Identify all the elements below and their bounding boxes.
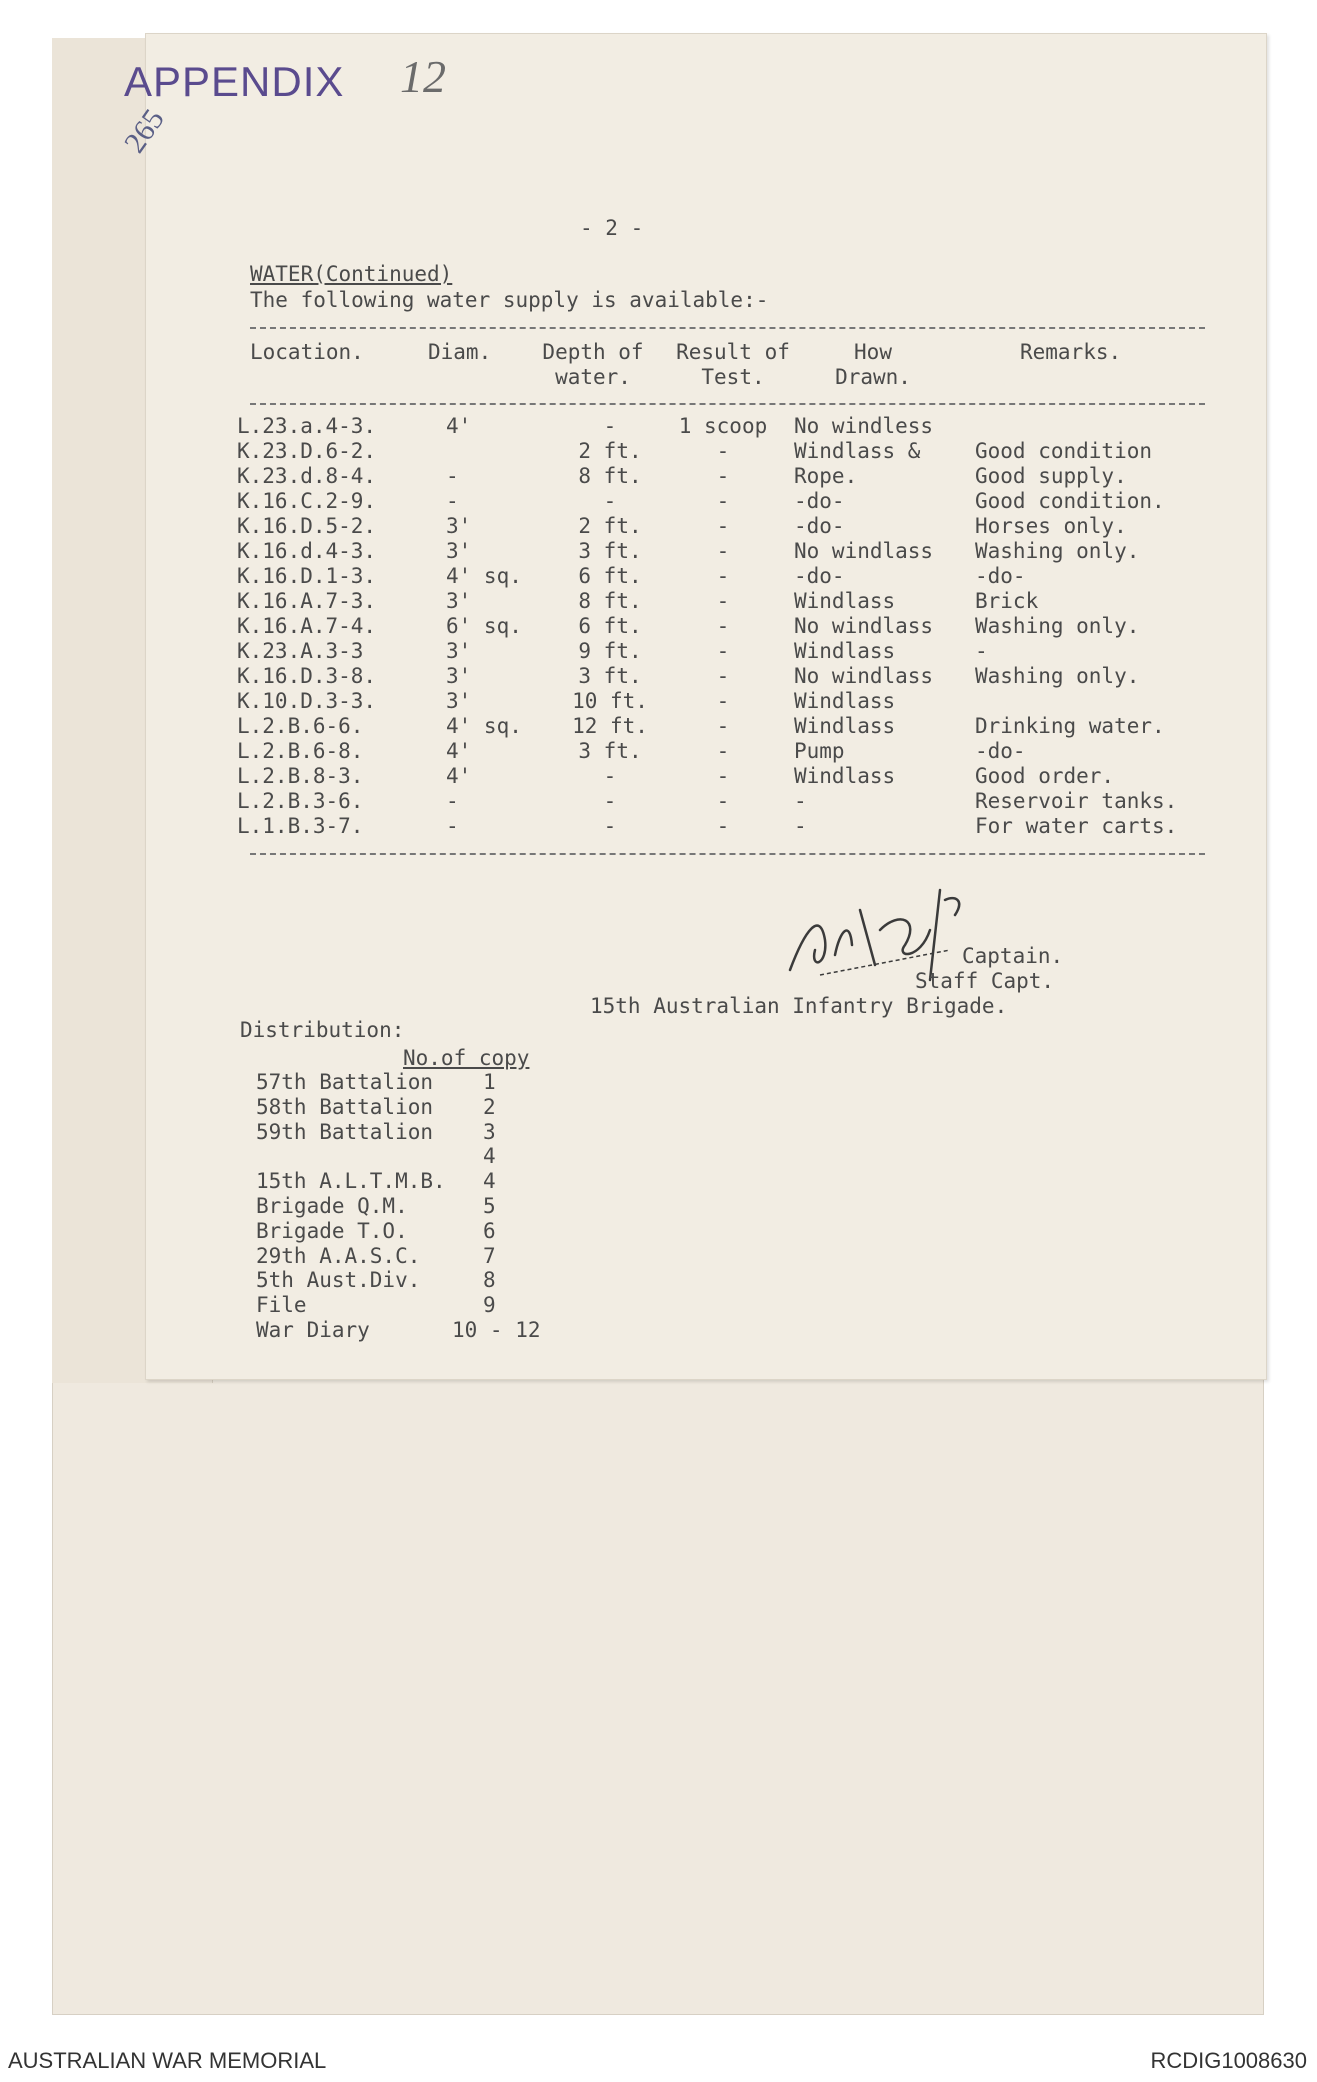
cell-how: No windlass <box>794 664 934 688</box>
cell-diam: 3' <box>446 514 472 538</box>
cell-location: K.10.D.3-3. <box>237 689 377 713</box>
cell-diam: 3' <box>446 664 472 688</box>
cell-diam: 6' sq. <box>446 614 522 638</box>
distribution-copy-number: 4 <box>483 1144 496 1169</box>
distribution-unit: 57th Battalion <box>256 1070 434 1094</box>
distribution-unit: War Diary <box>256 1318 370 1342</box>
distribution-title: Distribution: <box>240 1018 405 1042</box>
cell-location: L.2.B.8-3. <box>237 764 364 788</box>
cell-remarks: Good order. <box>975 764 1115 788</box>
header-depth-line1: Depth of <box>542 340 644 364</box>
cell-diam: 3' <box>446 539 472 563</box>
header-result <box>668 340 798 390</box>
cell-remarks: Reservoir tanks. <box>975 789 1178 813</box>
distribution-copy-number: 9 <box>483 1293 496 1318</box>
cell-how: Windlass & <box>794 439 921 463</box>
cell-remarks: Washing only. <box>975 614 1140 638</box>
cell-depth: 2 ft. <box>578 439 642 463</box>
cell-diam: 3' <box>446 589 472 613</box>
header-result-line2: Test. <box>701 365 765 389</box>
cell-result: - <box>716 689 730 713</box>
cell-diam: 3' <box>446 639 472 663</box>
cell-location: L.23.a.4-3. <box>237 414 377 438</box>
distribution-copy-number: 1 <box>483 1070 496 1094</box>
cell-depth: 8 ft. <box>578 464 642 488</box>
cell-depth: - <box>603 814 617 838</box>
cell-result: - <box>716 714 730 738</box>
distribution-copy-number: 4 <box>483 1169 496 1194</box>
header-diam: Diam. <box>428 340 492 364</box>
cell-location: K.16.A.7-3. <box>237 589 377 613</box>
distribution-unit: 5th Aust.Div. <box>256 1268 421 1293</box>
cell-depth: 3 ft. <box>578 664 642 688</box>
cell-result: - <box>716 514 730 538</box>
cell-depth: 8 ft. <box>578 589 642 613</box>
cell-location: K.16.D.1-3. <box>237 564 377 588</box>
distribution-unit: 29th A.A.S.C. <box>256 1243 421 1268</box>
cell-result: - <box>716 539 730 563</box>
cell-diam: - <box>446 489 459 513</box>
table-top-rule <box>250 327 1205 329</box>
distribution-copy-number: 7 <box>483 1243 496 1268</box>
distribution-unit: 59th Battalion <box>256 1119 434 1144</box>
header-result-line1: Result of <box>676 340 790 364</box>
cell-location: K.16.D.3-8. <box>237 664 377 688</box>
cell-location: K.16.C.2-9. <box>237 489 377 513</box>
cell-how: -do- <box>794 489 845 513</box>
cell-depth: 2 ft. <box>578 514 642 538</box>
distribution-copy-header: No.of copy <box>403 1046 530 1070</box>
distribution-copy-number: 6 <box>483 1218 496 1243</box>
page-number: - 2 - <box>580 216 644 240</box>
cell-how: No windlass <box>794 614 934 638</box>
distribution-copy-number: 2 <box>483 1094 496 1119</box>
header-how <box>818 340 928 390</box>
signature-title: Staff Capt. <box>915 969 1055 993</box>
cell-depth: - <box>603 789 617 813</box>
cell-how: Windlass <box>794 639 896 663</box>
cell-depth: 9 ft. <box>578 639 642 663</box>
cell-remarks: Good condition. <box>975 489 1165 513</box>
intro-text: The following water supply is available:- <box>250 288 769 312</box>
cell-remarks: Drinking water. <box>975 714 1165 738</box>
cell-remarks: -do- <box>975 564 1026 588</box>
cell-diam: 4' <box>446 764 472 788</box>
cell-result: - <box>716 464 730 488</box>
header-depth-line2: water. <box>555 365 631 389</box>
cell-result: - <box>716 664 730 688</box>
cell-how: - <box>794 814 807 838</box>
cell-depth: - <box>603 764 617 788</box>
appendix-stamp: APPENDIX <box>124 58 345 105</box>
distribution-unit: 58th Battalion <box>256 1094 434 1119</box>
header-how-line1: How <box>854 340 892 364</box>
cell-remarks: Good supply. <box>975 464 1127 488</box>
cell-diam: - <box>446 464 459 488</box>
cell-diam: 4' <box>446 414 472 438</box>
cell-how: -do- <box>794 514 845 538</box>
cell-location: K.16.d.4-3. <box>237 539 377 563</box>
cell-result: - <box>716 739 730 763</box>
cell-location: L.1.B.3-7. <box>237 814 364 838</box>
cell-how: Rope. <box>794 464 858 488</box>
cell-location: K.23.A.3-3 <box>237 639 364 663</box>
footer-institution: AUSTRALIAN WAR MEMORIAL <box>8 2048 327 2073</box>
cell-remarks: Washing only. <box>975 539 1140 563</box>
cell-remarks: -do- <box>975 739 1026 763</box>
cell-how: No windlass <box>794 539 934 563</box>
cell-remarks: Brick <box>975 589 1039 613</box>
cell-location: K.16.A.7-4. <box>237 614 377 638</box>
cell-result: 1 scoop <box>678 414 768 438</box>
cell-diam: 4' <box>446 739 472 763</box>
cell-how: - <box>794 789 807 813</box>
cell-how: Windlass <box>794 689 896 713</box>
cell-how: -do- <box>794 564 845 588</box>
header-depth <box>528 340 658 390</box>
signature-rank: Captain. <box>962 944 1064 968</box>
cell-result: - <box>716 589 730 613</box>
cell-result: - <box>716 614 730 638</box>
cell-how: Windlass <box>794 589 896 613</box>
folio-number: 265 <box>118 103 171 159</box>
table-header-rule <box>250 403 1205 405</box>
cell-location: K.23.d.8-4. <box>237 464 377 488</box>
cell-result: - <box>716 764 730 788</box>
distribution-copy-number: 3 <box>483 1119 496 1144</box>
cell-diam: 4' sq. <box>446 714 522 738</box>
cell-depth: 3 ft. <box>578 739 642 763</box>
cell-depth: 12 ft. <box>572 714 648 738</box>
cell-how: Windlass <box>794 764 896 788</box>
distribution-unit: 15th A.L.T.M.B. <box>256 1169 446 1194</box>
cell-result: - <box>716 439 730 463</box>
cell-diam: 4' sq. <box>446 564 522 588</box>
footer-reference: RCDIG1008630 <box>1150 2048 1307 2073</box>
cell-depth: 3 ft. <box>578 539 642 563</box>
cell-result: - <box>716 814 730 838</box>
cell-result: - <box>716 789 730 813</box>
distribution-unit: File <box>256 1293 307 1318</box>
header-location: Location. <box>250 340 364 364</box>
cell-depth: - <box>603 414 617 438</box>
cell-depth: 6 ft. <box>578 564 642 588</box>
table-bottom-rule <box>250 853 1205 855</box>
appendix-number: 12 <box>400 51 446 102</box>
cell-diam: - <box>446 789 459 813</box>
cell-remarks: Washing only. <box>975 664 1140 688</box>
cell-result: - <box>716 564 730 588</box>
cell-remarks: For water carts. <box>975 814 1178 838</box>
distribution-unit: Brigade Q.M. <box>256 1194 408 1218</box>
distribution-copy-number: 8 <box>483 1268 496 1293</box>
cell-location: L.2.B.6-8. <box>237 739 364 763</box>
cell-diam: - <box>446 814 459 838</box>
cell-depth: - <box>603 489 617 513</box>
cell-how: Pump <box>794 739 845 763</box>
signature-unit: 15th Australian Infantry Brigade. <box>590 994 1008 1018</box>
cell-location: K.16.D.5-2. <box>237 514 377 538</box>
cell-location: L.2.B.3-6. <box>237 789 364 813</box>
cell-depth: 10 ft. <box>572 689 648 713</box>
cell-diam: 3' <box>446 689 472 713</box>
cell-location: K.23.D.6-2. <box>237 439 377 463</box>
cell-result: - <box>716 639 730 663</box>
cell-remarks: - <box>975 639 988 663</box>
header-how-line2: Drawn. <box>835 365 911 389</box>
cell-remarks: Horses only. <box>975 514 1127 538</box>
cell-location: L.2.B.6-6. <box>237 714 364 738</box>
section-title: WATER(Continued) <box>250 262 453 286</box>
header-remarks: Remarks. <box>1020 340 1122 364</box>
cell-remarks: Good condition <box>975 439 1153 463</box>
cell-how: Windlass <box>794 714 896 738</box>
cell-how: No windless <box>794 414 934 438</box>
distribution-copy-number: 5 <box>483 1194 496 1218</box>
distribution-unit: Brigade T.O. <box>256 1218 408 1243</box>
cell-depth: 6 ft. <box>578 614 642 638</box>
cell-result: - <box>716 489 730 513</box>
distribution-copy-number: 10 - 12 <box>452 1318 541 1342</box>
